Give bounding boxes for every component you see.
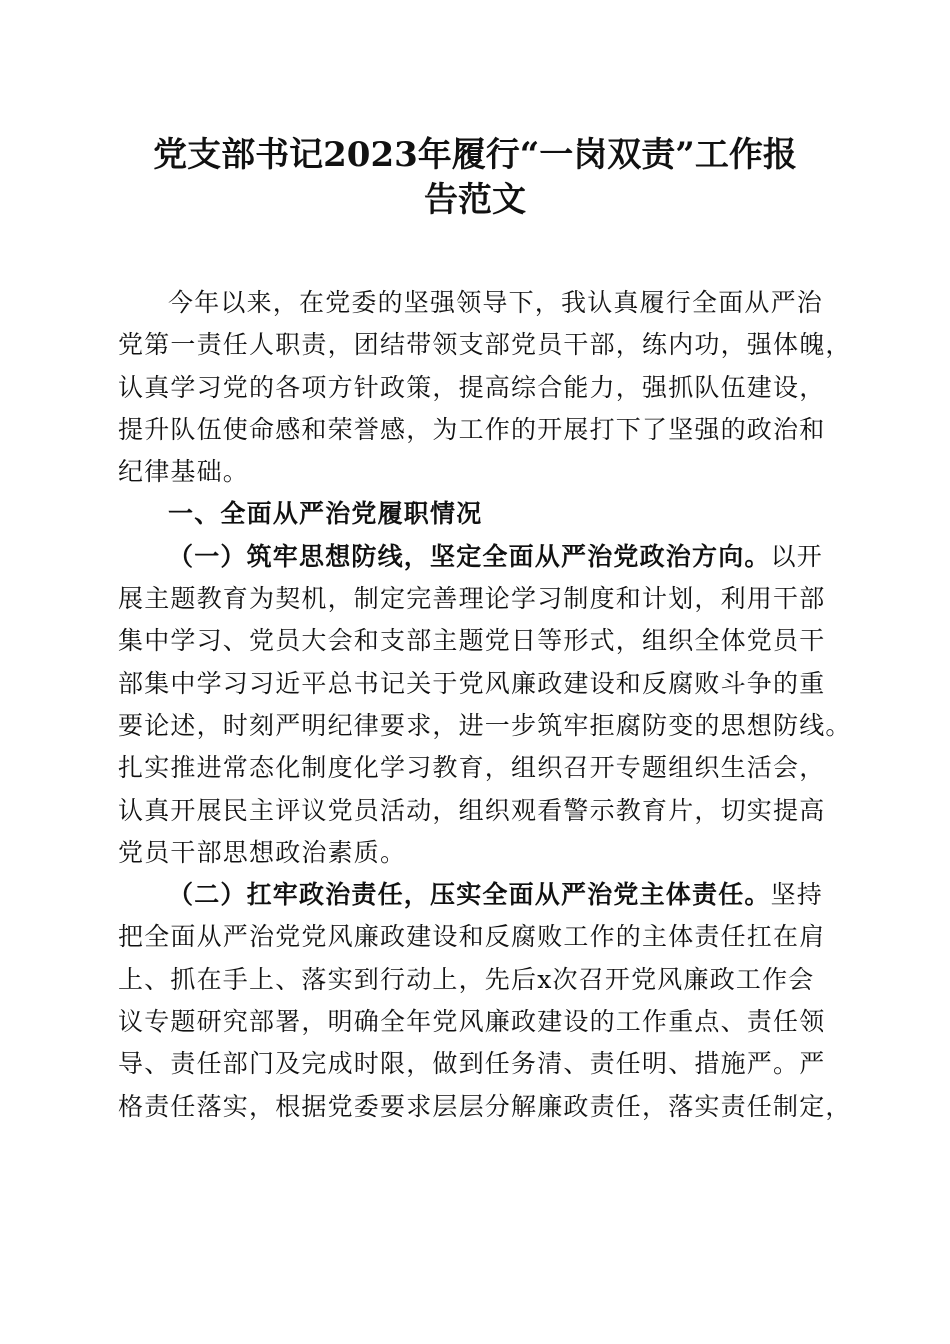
subsection-text: 坚持	[770, 880, 824, 910]
paragraph-line: 展主题教育为契机，制定完善理论学习制度和计划，利用干部	[118, 584, 826, 614]
paragraph-line: 党第一责任人职责，团结带领支部党员干部，练内功，强体魄，	[118, 330, 852, 360]
paragraph-line: 党员干部思想政治素质。	[118, 837, 407, 867]
paragraph-line: 部集中学习习近平总书记关于党风廉政建设和反腐败斗争的重	[118, 668, 826, 698]
paragraph-line: 提升队伍使命感和荣誉感，为工作的开展打下了坚强的政治和	[118, 414, 826, 444]
paragraph-line: 导、责任部门及完成时限，做到任务清、责任明、措施严。严	[118, 1049, 826, 1079]
paragraph-line: 集中学习、党员大会和支部主题党日等形式，组织全体党员干	[118, 626, 826, 656]
subsection-lead: （一）筑牢思想防线，坚定全面从严治党政治方向。	[168, 541, 771, 571]
paragraph-line: 议专题研究部署，明确全年党风廉政建设的工作重点、责任领	[118, 1007, 826, 1037]
document-body	[118, 282, 852, 1128]
subsection-first-line	[118, 874, 838, 916]
paragraph-line: 要论述，时刻严明纪律要求，进一步筑牢拒腐防变的思想防线。	[118, 710, 852, 740]
paragraph-line: 把全面从严治党党风廉政建设和反腐败工作的主体责任扛在肩	[118, 922, 826, 952]
paragraph-line: 扎实推进常态化制度化学习教育，组织召开专题组织生活会，	[118, 753, 826, 783]
subsection-text: 以开	[770, 541, 824, 571]
paragraph-line: 上、抓在手上、落实到行动上，先后x次召开党风廉政工作会	[118, 964, 815, 994]
paragraph-line: 格责任落实，根据党委要求层层分解廉政责任，落实责任制定，	[118, 1091, 852, 1121]
title-line-1: 党支部书记2023年履行“一岗双责”工作报	[153, 135, 797, 175]
document-title	[100, 133, 850, 223]
paragraph-line: 认真学习党的各项方针政策，提高综合能力，强抓队伍建设，	[118, 372, 826, 402]
paragraph-line: 认真开展民主评议党员活动，组织观看警示教育片，切实提高	[118, 795, 826, 825]
paragraph-line: 今年以来，在党委的坚强领导下，我认真履行全面从严治	[168, 288, 824, 317]
paragraph-line: 纪律基础。	[118, 457, 250, 487]
title-line-2: 告范文	[424, 180, 526, 220]
subsection-first-line	[118, 536, 838, 578]
subsection-lead: （二）扛牢政治责任，压实全面从严治党主体责任。	[168, 880, 771, 910]
section-heading: 一、全面从严治党履职情况	[168, 499, 483, 529]
